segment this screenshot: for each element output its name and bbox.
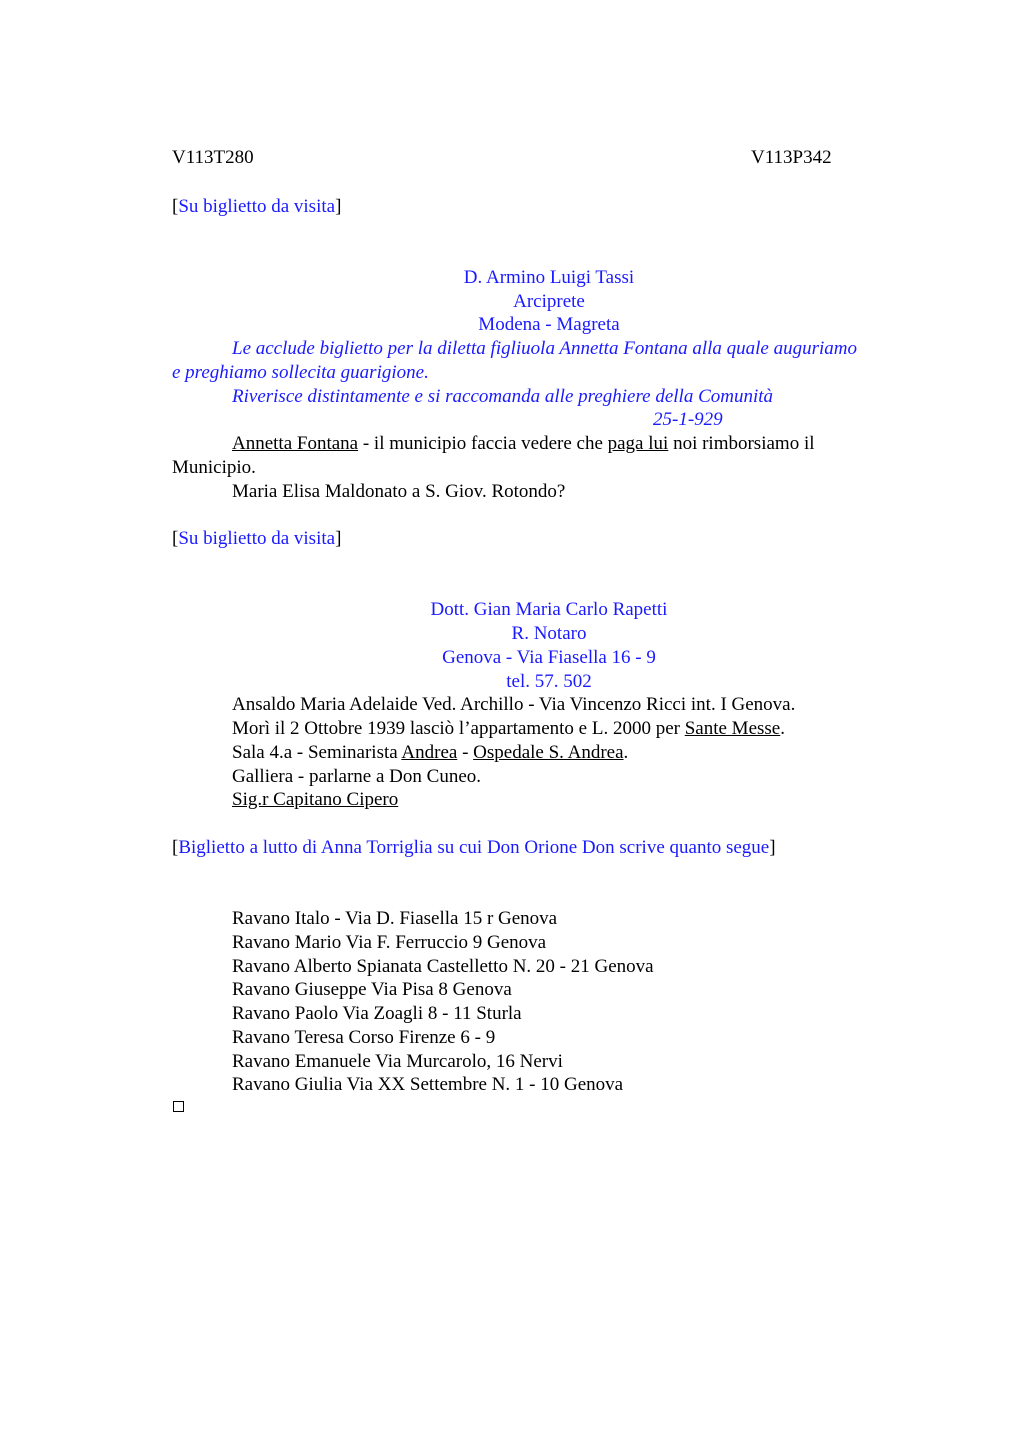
document-code-right: V113P342 (751, 147, 832, 168)
card-1-title: Arciprete (513, 291, 585, 312)
card-1-message-line-3: Riverisce distintamente e si raccomanda alle preghiere della Comunità (232, 386, 774, 407)
editorial-note-1-text: Su biglietto da visita (178, 196, 336, 217)
note-1-mid: - il municipio faccia vedere che (358, 433, 608, 454)
line-3-end: . (623, 742, 629, 763)
editorial-note-2-text: Su biglietto da visita (178, 528, 336, 549)
address-line: Ravano Emanuele Via Murcarolo, 16 Nervi (232, 1051, 563, 1072)
card-1-message-line-1: Le acclude biglietto per la diletta figliuola Annetta Fontana alla quale auguriamo (232, 338, 858, 359)
card-2-title: R. Notaro (511, 623, 587, 644)
line-2-start: Morì il 2 Ottobre 1939 lasciò l’appartamento e L. 2000 per (232, 718, 685, 739)
editorial-note-3: [Biglietto a lutto di Anna Torriglia su cui Don Orione Don scrive quanto segue] (172, 837, 776, 858)
editorial-note-1: [Su biglietto da visita] (172, 196, 342, 217)
empty-square-symbol (173, 1101, 184, 1112)
address-line: Ravano Giulia Via XX Settembre N. 1 - 10 Genova (232, 1074, 624, 1095)
card-1-date: 25-1-929 (653, 409, 723, 430)
card-2-note-line-2 (232, 717, 785, 741)
line-3-underlined-1: Andrea (401, 742, 458, 763)
editorial-note-3-text: Biglietto a lutto di Anna Torriglia su cui Don Orione Don scrive quanto segue (178, 837, 770, 858)
note-1-pay: paga lui (607, 433, 669, 454)
card-2-name: Dott. Gian Maria Carlo Rapetti (430, 599, 668, 620)
line-2-end: . (780, 718, 785, 739)
line-3-start: Sala 4.a - Seminarista (232, 742, 402, 763)
address-line: Ravano Giuseppe Via Pisa 8 Genova (232, 979, 512, 1000)
address-line: Ravano Mario Via F. Ferruccio 9 Genova (232, 932, 547, 953)
document-code-left: V113T280 (172, 147, 254, 168)
card-2-tel: tel. 57. 502 (506, 671, 592, 692)
address-line: Ravano Teresa Corso Firenze 6 - 9 (232, 1027, 496, 1048)
handwritten-note-1-continuation: Municipio. (172, 457, 256, 478)
address-line: Ravano Paolo Via Zoagli 8 - 11 Sturla (232, 1003, 522, 1024)
line-2-underlined: Sante Messe (684, 718, 781, 739)
card-2-note-line-1: Ansaldo Maria Adelaide Ved. Archillo - Via Vincenzo Ricci int. I Genova. (232, 694, 796, 715)
handwritten-note-1 (232, 432, 815, 456)
line-3-underlined-2: Ospedale S. Andrea (473, 742, 624, 763)
editorial-note-2: [Su biglietto da visita] (172, 528, 342, 549)
line-3-mid: - (457, 742, 474, 763)
address-line: Ravano Alberto Spianata Castelletto N. 20 - 21 Genova (232, 956, 654, 977)
card-2-note-line-5: Sig.r Capitano Cipero (232, 789, 399, 810)
card-2-address: Genova - Via Fiasella 16 - 9 (442, 647, 656, 668)
card-1-message-line-2: e preghiamo sollecita guarigione. (172, 362, 429, 383)
card-2-note-line-3 (232, 741, 628, 765)
card-1-place: Modena - Magreta (478, 314, 620, 335)
card-1-name: D. Armino Luigi Tassi (463, 267, 635, 288)
address-line: Ravano Italo - Via D. Fiasella 15 r Genova (232, 908, 558, 929)
card-2-note-line-4: Galliera - parlarne a Don Cuneo. (232, 766, 482, 787)
handwritten-note-2: Maria Elisa Maldonato a S. Giov. Rotondo? (232, 481, 566, 502)
note-1-name: Annetta Fontana (232, 433, 359, 454)
note-1-end: noi rimborsiamo il (668, 433, 815, 454)
